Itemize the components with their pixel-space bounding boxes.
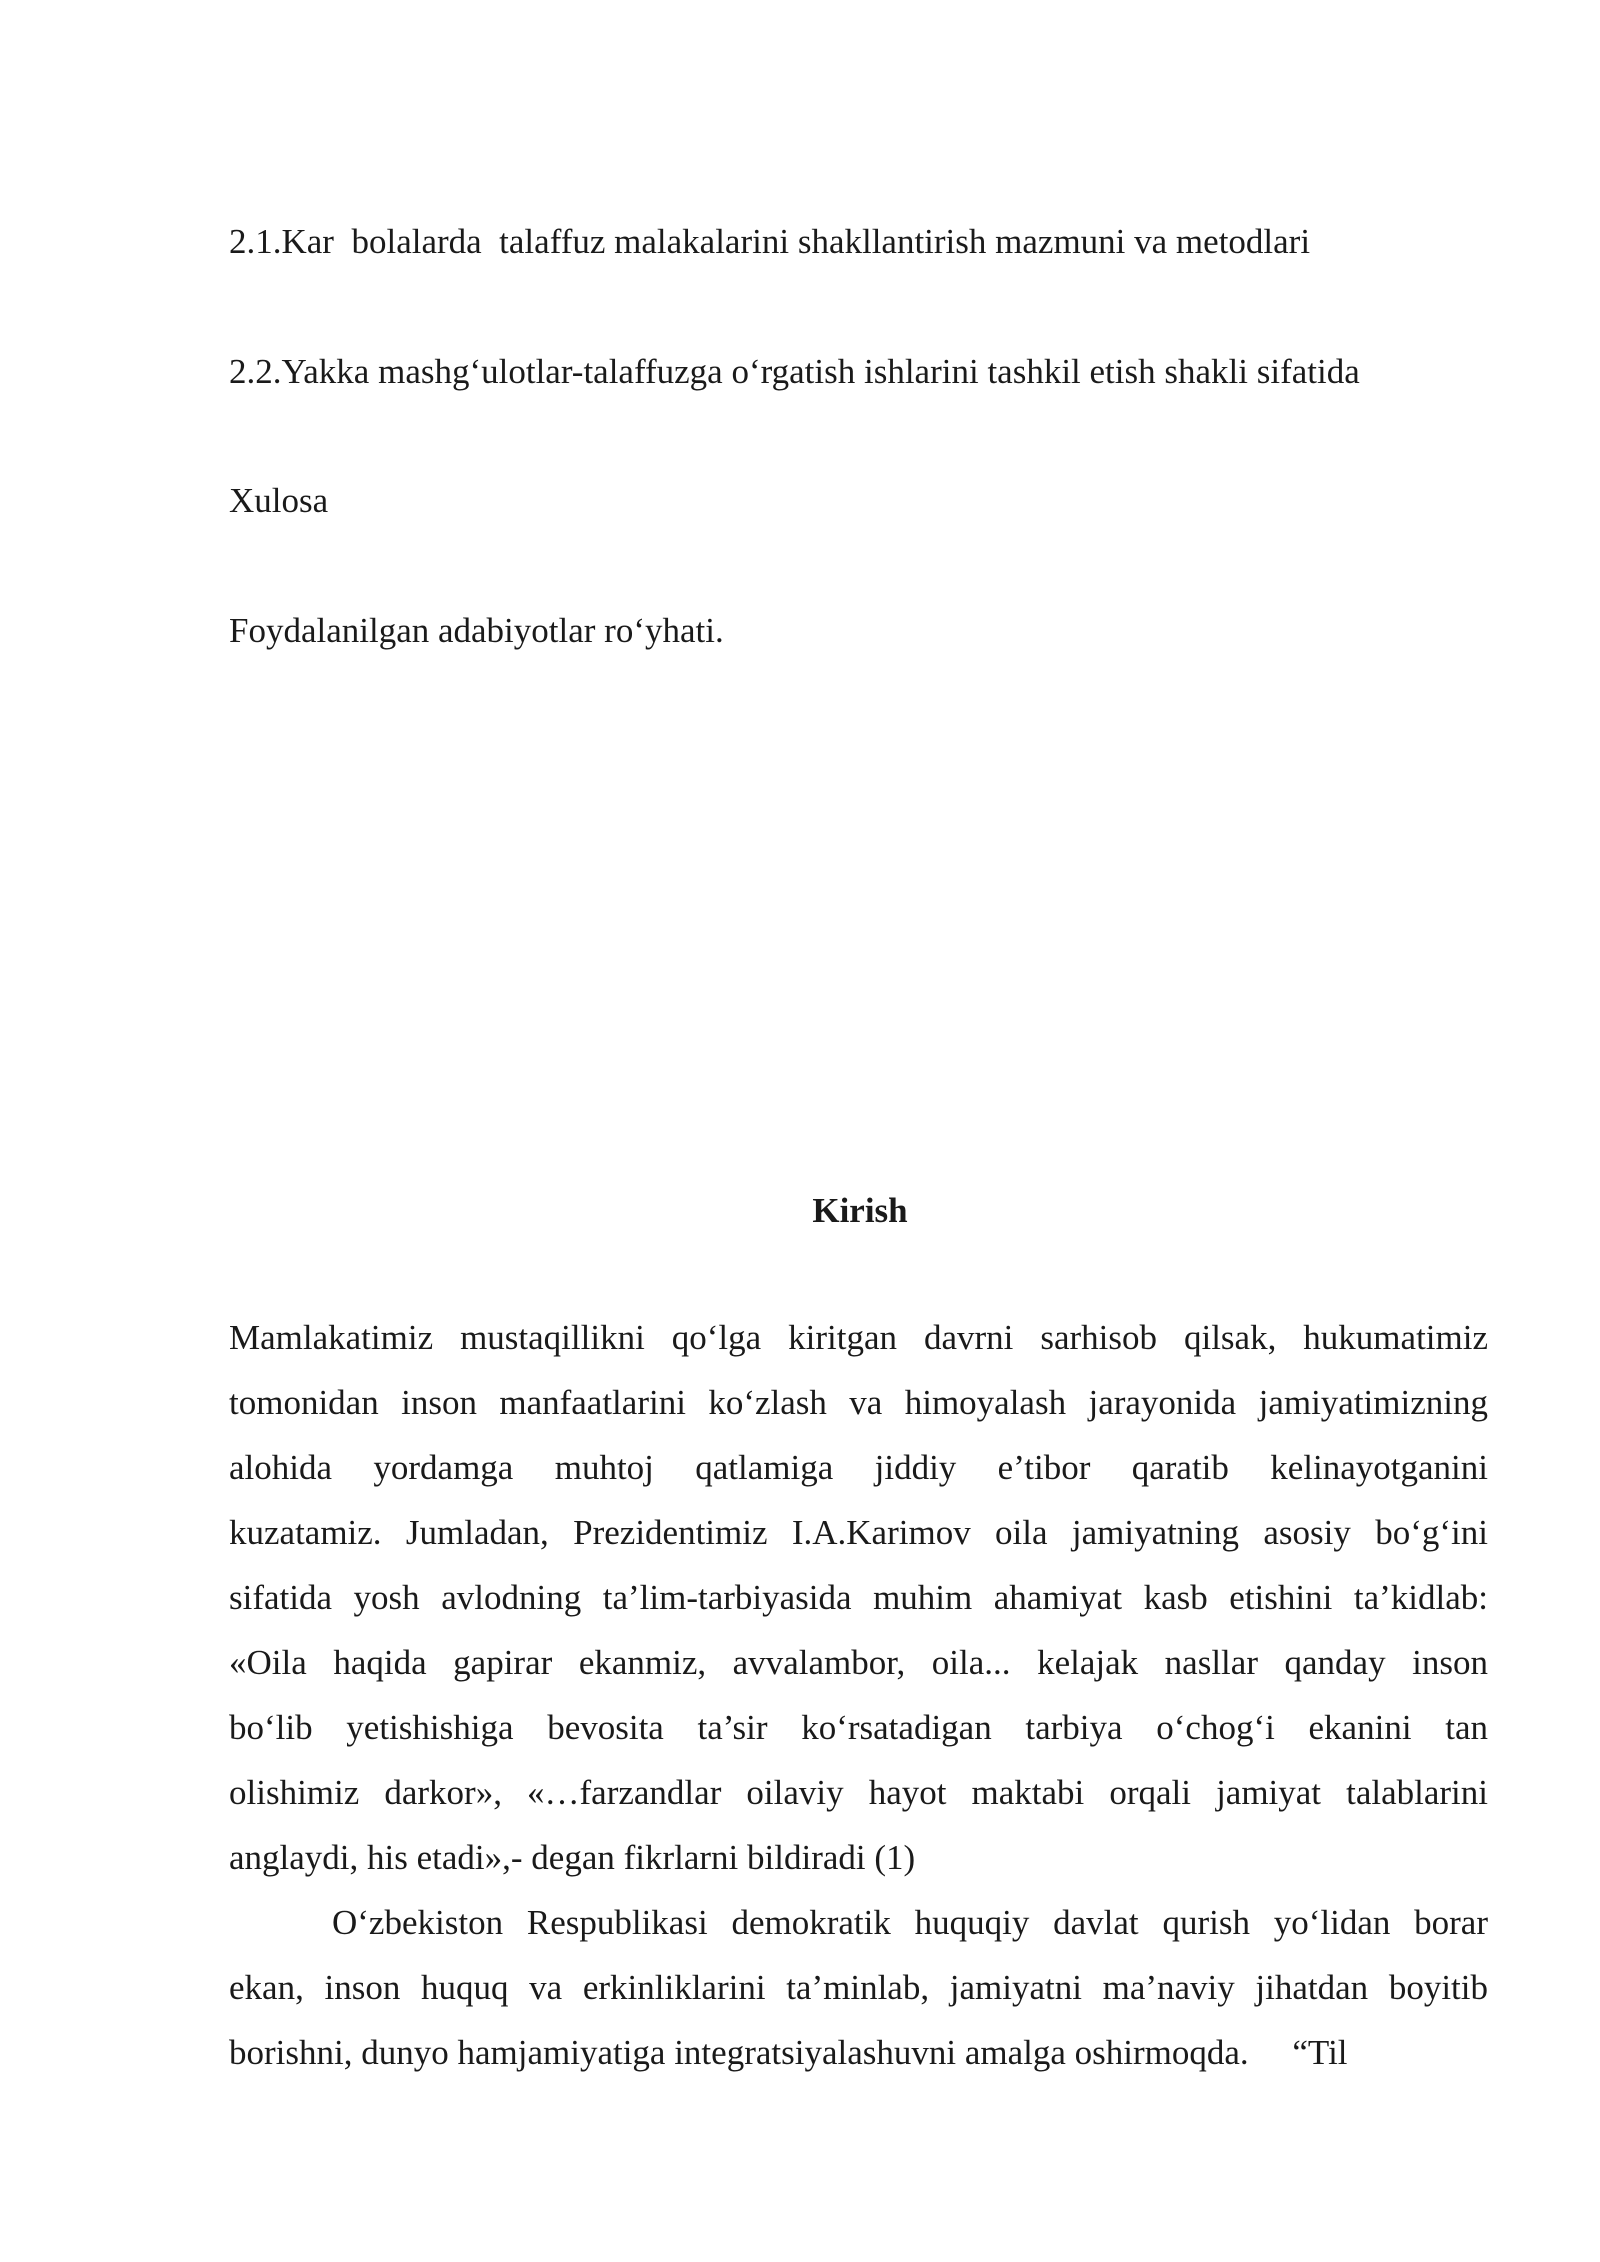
paragraph-line: kuzatamiz. Jumladan, Prezidentimiz I.A.Karimov oila jamiyatning asosiy bo‘g‘ini (229, 1513, 1488, 1552)
toc-item-2-1: 2.1.Kar bolalarda talaffuz malakalarini shakllantirish mazmuni va metodlari (229, 222, 1311, 261)
section-heading: Kirish (812, 1191, 908, 1230)
paragraph-line: olishimiz darkor», «…farzandlar oilaviy hayot maktabi orqali jamiyat talablarini (229, 1773, 1488, 1812)
intro-paragraph-2 (229, 1890, 1488, 2085)
paragraph-line: tomonidan inson manfaatlarini ko‘zlash va himoyalash jarayonida jamiyatimizning (229, 1383, 1488, 1422)
paragraph-line: O‘zbekiston Respublikasi demokratik huquqiy davlat qurish yo‘lidan borar (332, 1903, 1488, 1942)
toc-item-conclusion: Xulosa (229, 481, 329, 520)
intro-paragraph-1 (229, 1305, 1488, 1890)
paragraph-line: ekan, inson huquq va erkinliklarini ta’minlab, jamiyatni ma’naviy jihatdan boyitib (229, 1968, 1488, 2007)
paragraph-line: sifatida yosh avlodning ta’lim-tarbiyasida muhim ahamiyat kasb etishini ta’kidlab: (229, 1578, 1488, 1617)
toc-item-2-2: 2.2.Yakka mashg‘ulotlar-talaffuzga o‘rgatish ishlarini tashkil etish shakli sifatida (229, 352, 1360, 391)
paragraph-line: Mamlakatimiz mustaqillikni qo‘lga kiritgan davrni sarhisob qilsak, hukumatimiz (229, 1318, 1488, 1357)
paragraph-line: alohida yordamga muhtoj qatlamiga jiddiy e’tibor qaratib kelinayotganini (229, 1448, 1488, 1487)
toc-item-references: Foydalanilgan adabiyotlar ro‘yhati. (229, 611, 724, 650)
paragraph-line: «Oila haqida gapirar ekanmiz, avvalambor, oila... kelajak nasllar qanday inson (229, 1643, 1488, 1682)
paragraph-line: anglaydi, his etadi»,- degan fikrlarni bildiradi (1) (229, 1838, 916, 1877)
intro-body (229, 1305, 1488, 2085)
paragraph-line: bo‘lib yetishishiga bevosita ta’sir ko‘rsatadigan tarbiya o‘chog‘i ekanini tan (229, 1708, 1488, 1747)
paragraph-line: borishni, dunyo hamjamiyatiga integratsiyalashuvni amalga oshirmoqda. “Til (229, 2033, 1348, 2072)
